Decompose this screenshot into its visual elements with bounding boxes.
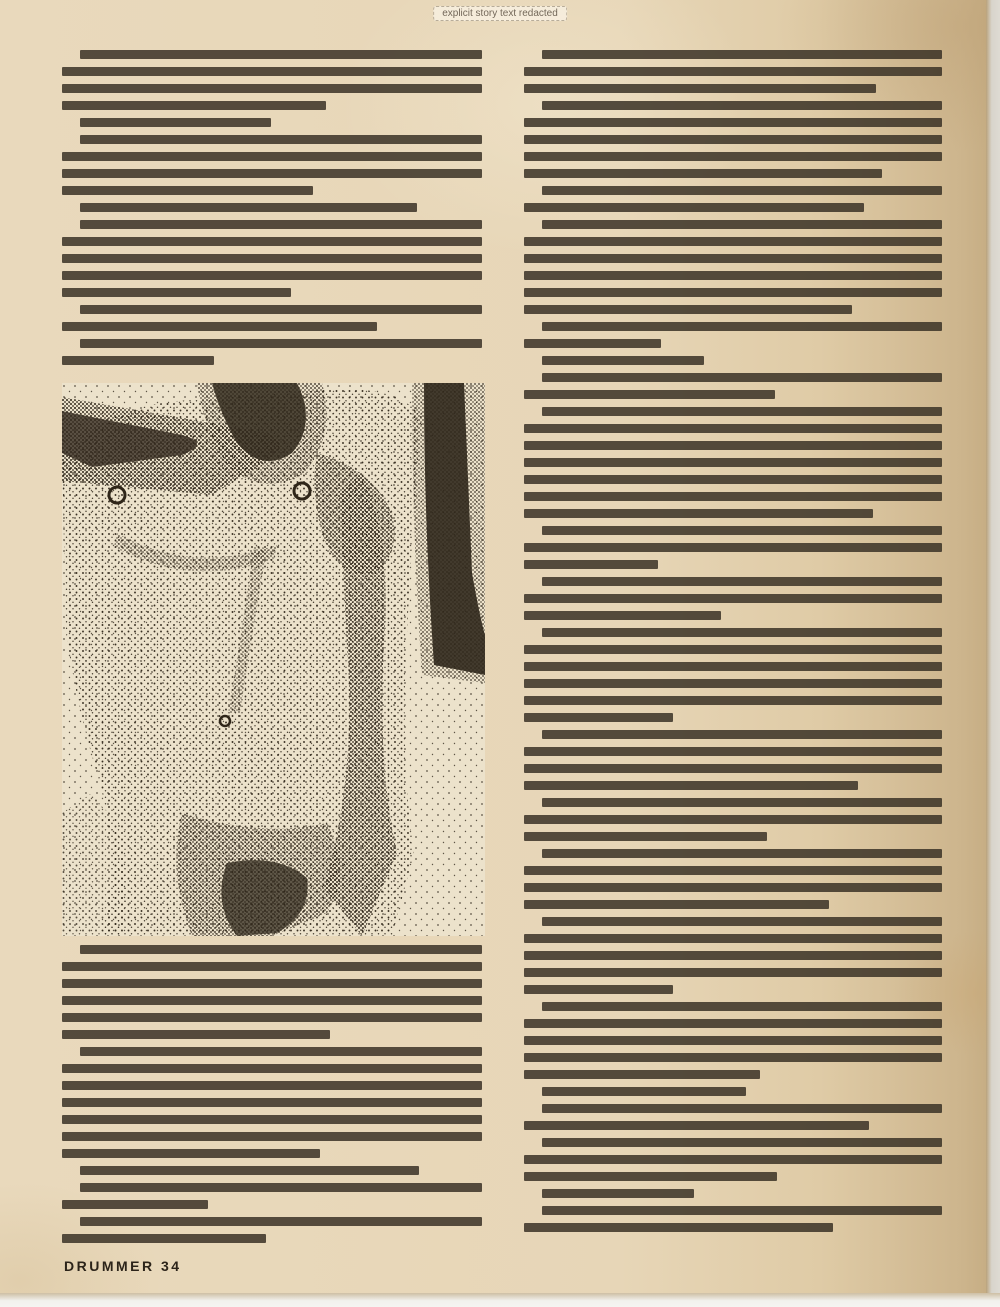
redacted-text-line: [80, 1217, 482, 1226]
redacted-text-line: [542, 322, 942, 331]
redacted-text-line: [524, 84, 876, 93]
redacted-text-line: [80, 339, 482, 348]
redacted-text-line: [542, 1104, 942, 1113]
redacted-text-line: [62, 1132, 482, 1141]
redacted-text-line: [524, 424, 942, 433]
redacted-text-line: [80, 118, 271, 127]
redacted-text-line: [524, 254, 942, 263]
redacted-text-line: [542, 220, 942, 229]
redacted-text-line: [524, 747, 942, 756]
redacted-text-line: [542, 917, 942, 926]
redacted-text-line: [524, 713, 673, 722]
redacted-text-line: [524, 169, 882, 178]
redacted-text-line: [524, 815, 942, 824]
redacted-text-line: [524, 883, 942, 892]
redacted-text-line: [62, 152, 482, 161]
redacted-text-line: [62, 1098, 482, 1107]
redacted-text-line: [542, 730, 942, 739]
redacted-text-line: [524, 475, 942, 484]
redacted-text-line: [80, 1047, 482, 1056]
redacted-text-line: [524, 645, 942, 654]
redacted-text-line: [62, 1149, 320, 1158]
redacted-text-line: [62, 254, 482, 263]
redacted-text-line: [524, 1019, 942, 1028]
redacted-text-line: [524, 781, 858, 790]
page-footer-magazine-title: DRUMMER 34: [64, 1258, 182, 1274]
redacted-text-line: [542, 373, 942, 382]
redacted-text-line: [524, 152, 942, 161]
redacted-text-line: [524, 594, 942, 603]
redacted-text-line: [62, 67, 482, 76]
redacted-text-line: [524, 458, 942, 467]
redacted-text-line: [542, 50, 942, 59]
redacted-text-line: [524, 492, 942, 501]
redacted-text-line: [62, 996, 482, 1005]
redacted-text-line: [524, 951, 942, 960]
redacted-text-line: [542, 1206, 942, 1215]
redacted-text-line: [524, 1121, 869, 1130]
redacted-text-line: [62, 356, 214, 365]
redacted-text-line: [524, 305, 852, 314]
redacted-text-line: [62, 1200, 208, 1209]
redacted-text-line: [524, 288, 942, 297]
redacted-text-line: [62, 962, 482, 971]
redacted-text-line: [524, 135, 942, 144]
redacted-text-line: [542, 101, 942, 110]
redacted-text-line: [524, 696, 942, 705]
redacted-text-line: [524, 118, 942, 127]
redacted-text-line: [80, 1183, 482, 1192]
scanner-edge-right: [986, 0, 1000, 1307]
redacted-text-line: [542, 407, 942, 416]
redacted-text-line: [62, 271, 482, 280]
redacted-text-line: [62, 237, 482, 246]
redacted-text-line: [524, 560, 658, 569]
redacted-text-line: [524, 1223, 833, 1232]
redacted-text-line: [542, 186, 942, 195]
redacted-text-line: [524, 339, 661, 348]
redacted-text-line: [80, 1166, 419, 1175]
redacted-text-line: [62, 169, 482, 178]
redacted-text-line: [524, 1070, 760, 1079]
redacted-text-line: [542, 628, 942, 637]
redacted-text-line: [80, 135, 482, 144]
redacted-text-line: [524, 832, 767, 841]
redacted-text-line: [524, 1053, 942, 1062]
redaction-notice: explicit story text redacted: [433, 6, 567, 21]
redacted-text-line: [80, 50, 482, 59]
redacted-text-line: [542, 1189, 694, 1198]
redacted-text-line: [524, 271, 942, 280]
redacted-text-line: [80, 305, 482, 314]
redacted-text-line: [524, 1155, 942, 1164]
redacted-text-line: [524, 237, 942, 246]
redacted-text-line: [524, 203, 864, 212]
redacted-text-line: [542, 1087, 746, 1096]
redacted-text-line: [542, 577, 942, 586]
redacted-text-line: [524, 900, 829, 909]
redacted-text-line: [62, 1234, 266, 1243]
redacted-text-line: [524, 1172, 777, 1181]
redacted-text-line: [542, 526, 942, 535]
redacted-text-line: [62, 1013, 482, 1022]
redacted-text-line: [524, 662, 942, 671]
redacted-text-line: [524, 543, 942, 552]
redacted-text-line: [62, 1081, 482, 1090]
redacted-text-line: [62, 322, 377, 331]
stipple-torso-illustration: [62, 383, 485, 936]
redacted-text-line: [542, 1002, 942, 1011]
redacted-text-line: [542, 849, 942, 858]
redacted-text-line: [62, 84, 482, 93]
redacted-text-line: [62, 101, 326, 110]
redacted-text-line: [524, 985, 673, 994]
redacted-text-line: [62, 1064, 482, 1073]
redacted-text-line: [80, 220, 482, 229]
redacted-text-line: [524, 934, 942, 943]
redacted-text-line: [524, 441, 942, 450]
redacted-text-line: [524, 509, 873, 518]
redacted-text-line: [80, 203, 417, 212]
left-column-lower-text: [62, 945, 482, 1251]
redacted-text-line: [62, 186, 313, 195]
redacted-text-line: [62, 1115, 482, 1124]
redacted-text-line: [524, 968, 942, 977]
redacted-text-line: [524, 611, 721, 620]
redacted-text-line: [524, 866, 942, 875]
right-arm-stipple: [412, 383, 485, 683]
redacted-text-line: [62, 979, 482, 988]
scanner-edge-bottom: [0, 1293, 1000, 1307]
redacted-text-line: [524, 390, 775, 399]
redacted-text-line: [542, 356, 704, 365]
left-column-upper-text: [62, 50, 482, 373]
redacted-text-line: [524, 1036, 942, 1045]
redacted-text-line: [80, 945, 482, 954]
redacted-text-line: [62, 288, 291, 297]
redacted-text-line: [542, 1138, 942, 1147]
redacted-text-line: [542, 798, 942, 807]
right-column-text: [524, 50, 942, 1240]
redacted-text-line: [62, 1030, 330, 1039]
redacted-text-line: [524, 679, 942, 688]
redacted-text-line: [524, 764, 942, 773]
redacted-text-line: [524, 67, 942, 76]
